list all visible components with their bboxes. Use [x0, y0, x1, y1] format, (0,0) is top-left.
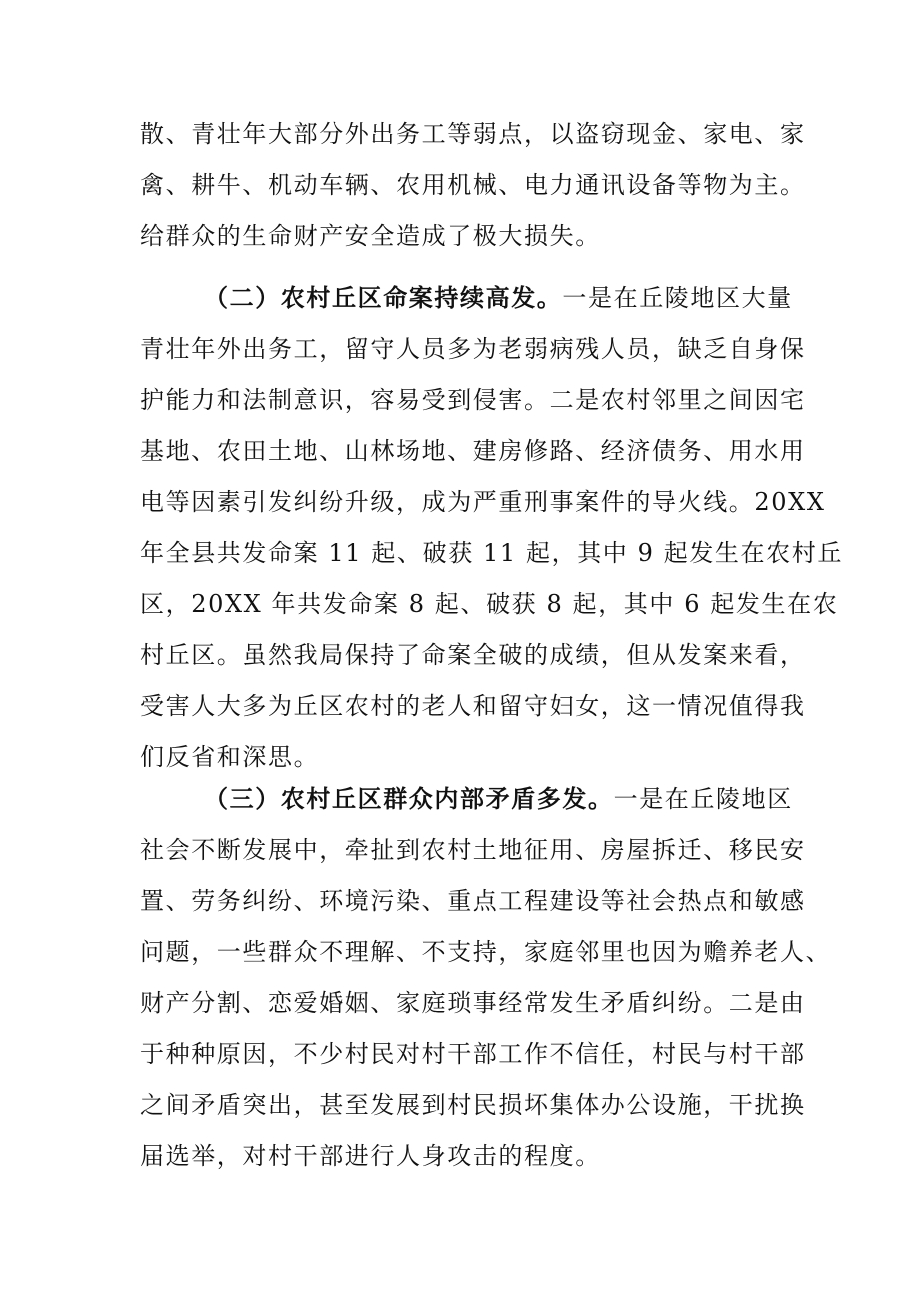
text-line: 置、劳务纠纷、环境污染、重点工程建设等社会热点和敏感	[140, 887, 806, 915]
paragraph-2-first-line	[140, 273, 793, 324]
text-line: 们反省和深思。	[140, 743, 320, 771]
text-line: 散、青壮年大部分外出务工等弱点，以盗窃现金、家电、家	[140, 120, 806, 148]
text-run: 一是在丘陵地区大量	[562, 284, 793, 312]
paragraph-1	[140, 109, 806, 262]
text-line: 村丘区。虽然我局保持了命案全破的成绩，但从发案来看，	[140, 641, 806, 669]
text-line: 禽、耕牛、机动车辆、农用机械、电力通讯设备等物为主。	[140, 171, 806, 199]
text-line: 电等因素引发纠纷升级，成为严重刑事案件的导火线。20XX	[140, 488, 826, 516]
text-line: 届选举，对村干部进行人身攻击的程度。	[140, 1142, 601, 1170]
text-line: 财产分割、恋爱婚姻、家庭琐事经常发生矛盾纠纷。二是由	[140, 989, 806, 1017]
section-heading: （二）农村丘区命案持续高发。	[204, 284, 563, 312]
text-line: 给群众的生命财产安全造成了极大损失。	[140, 222, 601, 250]
paragraph-2	[140, 273, 843, 783]
text-line: 年全县共发命案 11 起、破获 11 起，其中 9 起发生在农村丘	[140, 539, 843, 567]
text-line: 护能力和法制意识，容易受到侵害。二是农村邻里之间因宅	[140, 386, 806, 414]
text-run: 一是在丘陵地区	[613, 785, 793, 813]
section-heading: （三）农村丘区群众内部矛盾多发。	[204, 785, 614, 813]
text-line: 之间矛盾突出，甚至发展到村民损坏集体办公设施，干扰换	[140, 1091, 806, 1119]
paragraph-3	[140, 774, 832, 1182]
text-line: 区，20XX 年共发命案 8 起、破获 8 起，其中 6 起发生在农	[140, 590, 839, 618]
text-line: 青壮年外出务工，留守人员多为老弱病残人员，缺乏自身保	[140, 335, 806, 363]
text-line: 社会不断发展中，牵扯到农村土地征用、房屋拆迁、移民安	[140, 836, 806, 864]
text-line: 基地、农田土地、山林场地、建房修路、经济债务、用水用	[140, 437, 806, 465]
text-line: 问题，一些群众不理解、不支持，家庭邻里也因为赡养老人、	[140, 938, 832, 966]
text-line: 受害人大多为丘区农村的老人和留守妇女，这一情况值得我	[140, 692, 806, 720]
text-line: 于种种原因，不少村民对村干部工作不信任，村民与村干部	[140, 1040, 806, 1068]
paragraph-3-first-line	[140, 774, 793, 825]
